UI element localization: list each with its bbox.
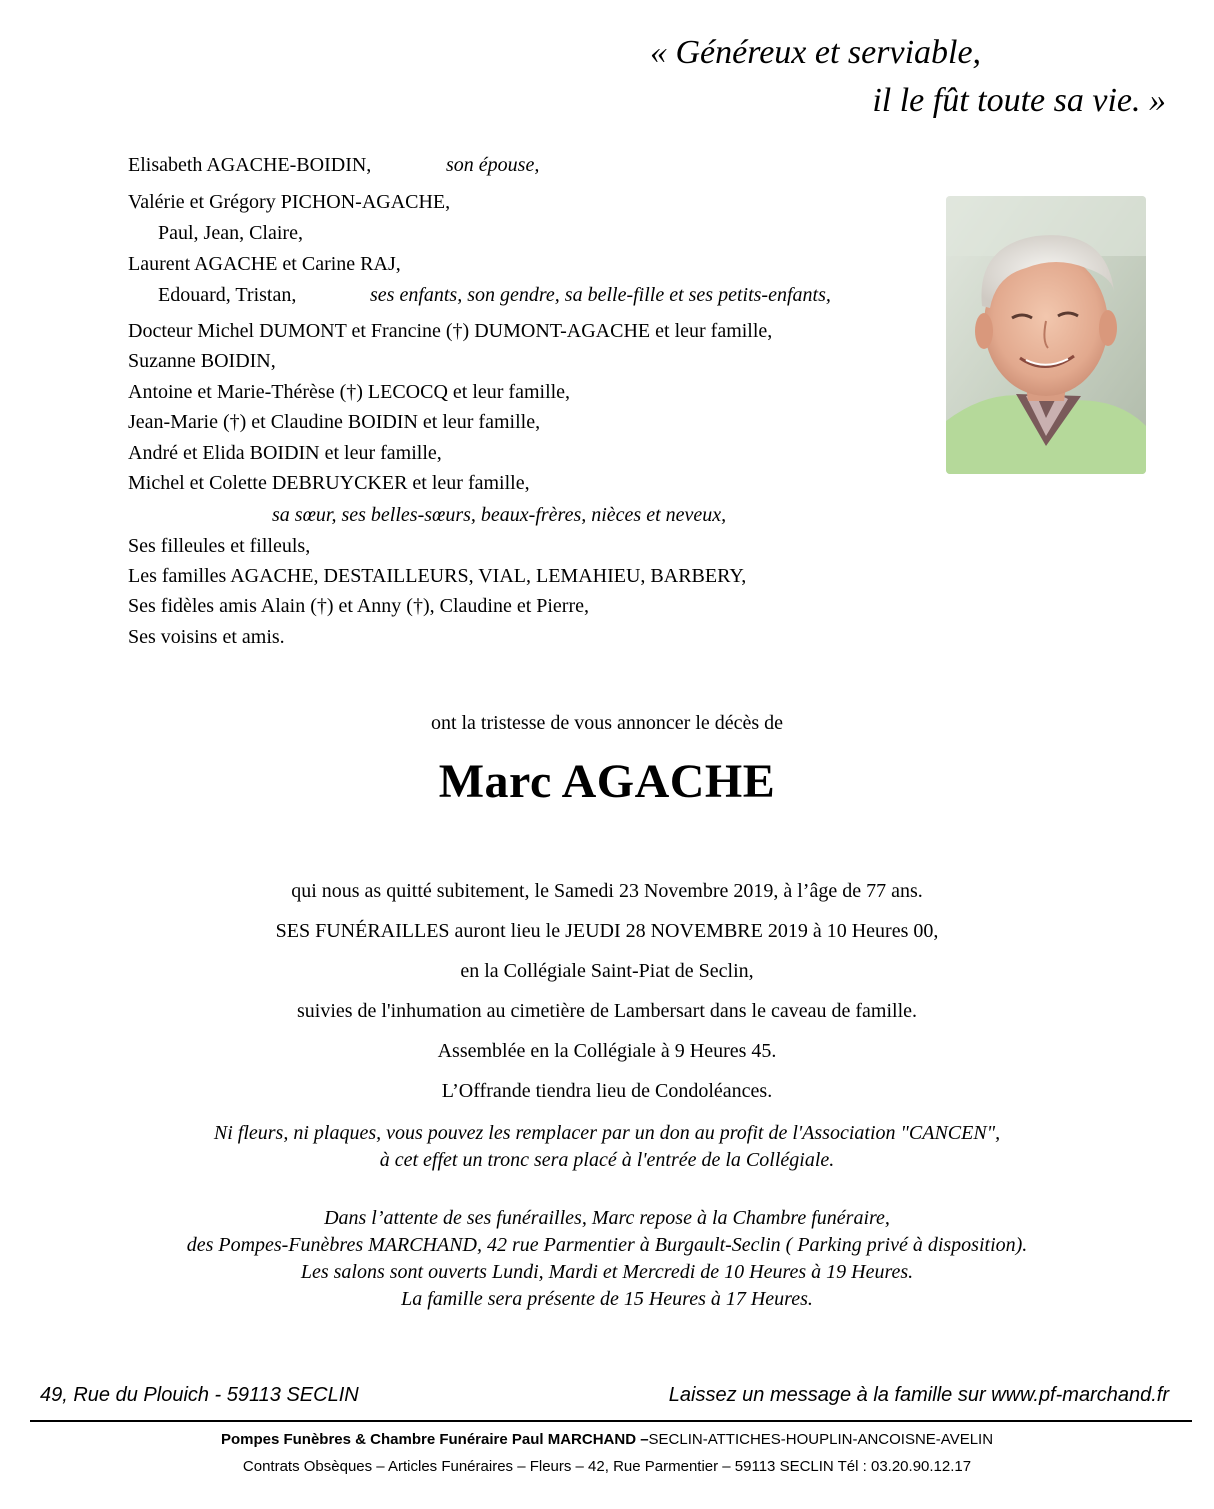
- visitation-line-1: Dans l’attente de ses funérailles, Marc repose à la Chambre funéraire,: [324, 1207, 890, 1229]
- footer-company: [0, 1431, 1214, 1448]
- others-line: Les familles AGACHE, DESTAILLEURS, VIAL, LEMAHIEU, BARBERY,: [128, 565, 747, 587]
- funeral-line: SES FUNÉRAILLES auront lieu le JEUDI 28 NOVEMBRE 2019 à 10 Heures 00,: [275, 920, 939, 942]
- footer-divider: [30, 1420, 1192, 1422]
- visitation-line-4: La famille sera présente de 15 Heures à 17 Heures.: [401, 1288, 813, 1310]
- child-2: Laurent AGACHE et Carine RAJ,: [128, 253, 401, 275]
- footer-website-message: Laissez un message à la famille sur www.pf-marchand.fr: [668, 1384, 1169, 1406]
- others-line: Ses fidèles amis Alain (†) et Anny (†), Claudine et Pierre,: [128, 595, 590, 617]
- others-line: Ses voisins et amis.: [128, 626, 285, 648]
- relative-line: Docteur Michel DUMONT et Francine (†) DUMONT-AGACHE et leur famille,: [128, 320, 773, 342]
- burial-line: suivies de l'inhumation au cimetière de Lambersart dans le caveau de famille.: [296, 1000, 918, 1022]
- announcement-intro: ont la tristesse de vous annoncer le décès de: [430, 712, 784, 734]
- others-line: Ses filleules et filleuls,: [128, 535, 311, 557]
- quote-line-1: « Généreux et serviable,: [650, 34, 982, 71]
- relative-line: Antoine et Marie-Thérèse (†) LECOCQ et leur famille,: [128, 381, 571, 403]
- passing-line: qui nous as quitté subitement, le Samedi 23 Novembre 2019, à l’âge de 77 ans.: [291, 880, 923, 902]
- spouse-name: Elisabeth AGACHE-BOIDIN,: [128, 154, 372, 176]
- offering-line: L’Offrande tiendra lieu de Condoléances.: [441, 1080, 773, 1102]
- deceased-name: Marc AGACHE: [438, 755, 776, 808]
- relative-line: André et Elida BOIDIN et leur famille,: [128, 442, 442, 464]
- location-line: en la Collégiale Saint-Piat de Seclin,: [460, 960, 754, 982]
- footer-company-name: Pompes Funèbres & Chambre Funéraire Paul MARCHAND –: [220, 1431, 649, 1448]
- donation-line-2: à cet effet un tronc sera placé à l'entrée de la Collégiale.: [379, 1149, 835, 1171]
- donation-line-1: Ni fleurs, ni plaques, vous pouvez les remplacer par un don au profit de l'Association "CANCEN",: [213, 1122, 1001, 1144]
- footer-address: 49, Rue du Plouich - 59113 SECLIN: [40, 1384, 359, 1406]
- grandchildren-2: Edouard, Tristan,: [158, 284, 297, 306]
- footer-company-towns: SECLIN-ATTICHES-HOUPLIN-ANCOISNE-AVELIN: [648, 1431, 994, 1448]
- spouse-role: son épouse,: [446, 154, 540, 176]
- relatives-role: sa sœur, ses belles-sœurs, beaux-frères, nièces et neveux,: [272, 504, 727, 526]
- footer-services: Contrats Obsèques – Articles Funéraires – Fleurs – 42, Rue Parmentier – 59113 SECLIN Tél : 03.20.90.12.17: [242, 1458, 972, 1475]
- relative-line: Jean-Marie (†) et Claudine BOIDIN et leur famille,: [128, 411, 541, 433]
- relative-line: Suzanne BOIDIN,: [128, 350, 276, 372]
- relative-line: Michel et Colette DEBRUYCKER et leur famille,: [128, 472, 530, 494]
- children-role: ses enfants, son gendre, sa belle-fille et ses petits-enfants,: [370, 284, 831, 306]
- assembly-line: Assemblée en la Collégiale à 9 Heures 45.: [437, 1040, 777, 1062]
- grandchildren-1: Paul, Jean, Claire,: [158, 222, 303, 244]
- visitation-line-2: des Pompes-Funèbres MARCHAND, 42 rue Parmentier à Burgault-Seclin ( Parking privé à disposition).: [186, 1234, 1028, 1256]
- portrait-photo: [946, 196, 1146, 474]
- child-1: Valérie et Grégory PICHON-AGACHE,: [128, 191, 451, 213]
- quote-line-2: il le fût toute sa vie. »: [872, 82, 1166, 119]
- visitation-line-3: Les salons sont ouverts Lundi, Mardi et Mercredi de 10 Heures à 19 Heures.: [300, 1261, 914, 1283]
